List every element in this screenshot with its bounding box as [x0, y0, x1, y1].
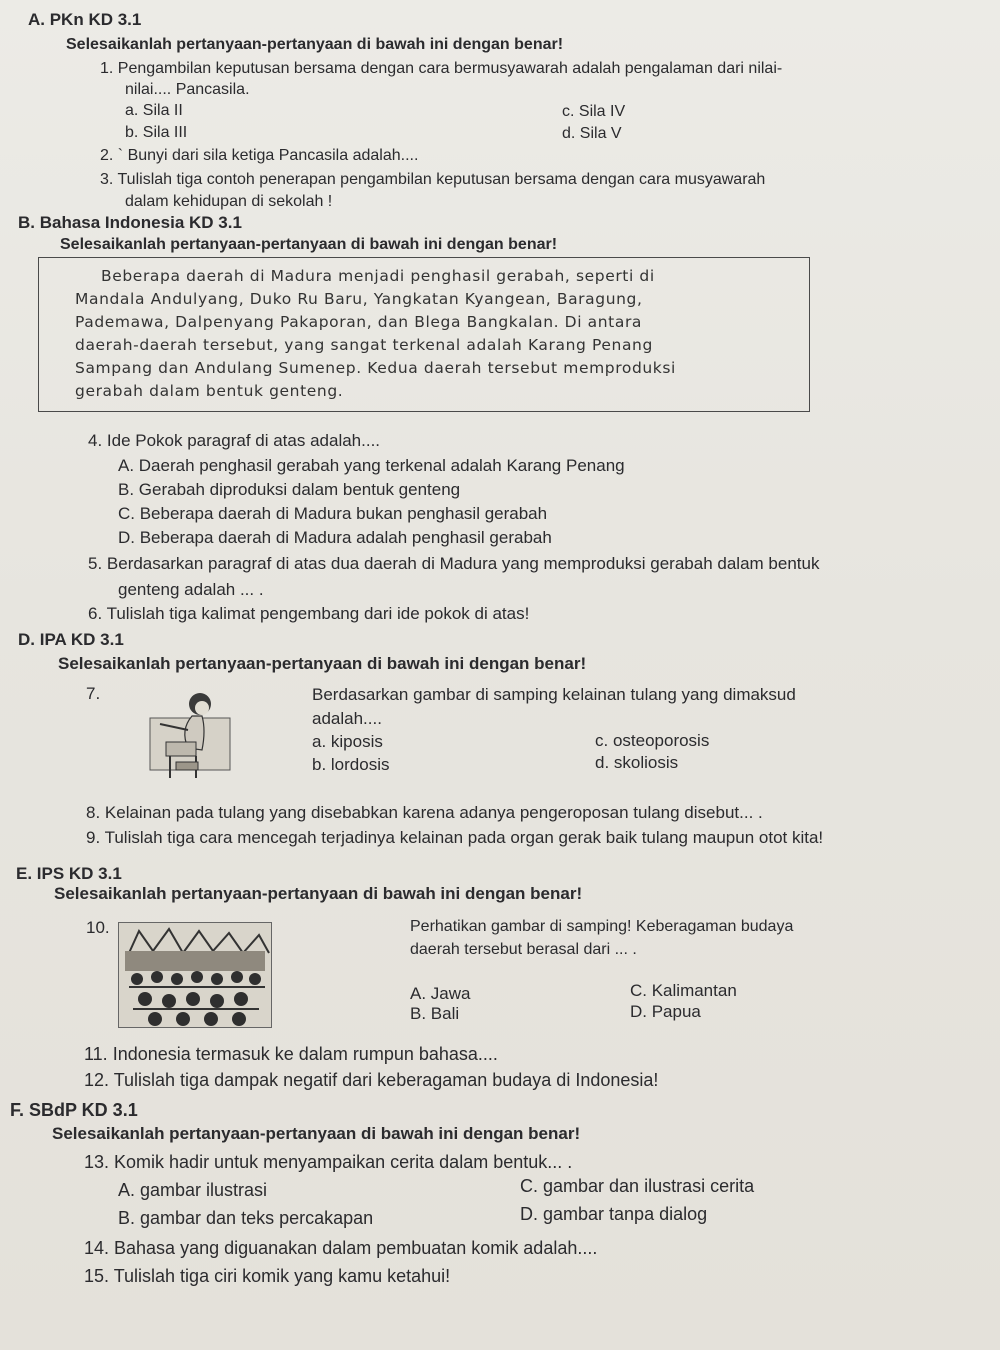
section-f-instruction: Selesaikanlah pertanyaan-pertanyaan di bawah ini dengan benar! — [52, 1124, 581, 1143]
question-4-option-c: C. Beberapa daerah di Madura bukan penghasil gerabah — [118, 504, 548, 523]
question-14: 14. Bahasa yang diguanakan dalam pembuatan komik adalah.... — [84, 1238, 598, 1258]
question-7-option-a: a. kiposis — [312, 732, 383, 751]
question-7-option-d: d. skoliosis — [595, 753, 679, 772]
section-d-instruction: Selesaikanlah pertanyaan-pertanyaan di bawah ini dengan benar! — [58, 654, 587, 673]
question-4-option-a: A. Daerah penghasil gerabah yang terkenal adalah Karang Penang — [118, 456, 625, 475]
section-b-heading: B. Bahasa Indonesia KD 3.1 — [18, 213, 242, 232]
question-3-line-1: 3. Tulislah tiga contoh penerapan pengambilan keputusan bersama dengan cara musyawarah — [100, 171, 766, 188]
question-7-option-c: c. osteoporosis — [595, 731, 710, 750]
dance-group-drawing — [119, 923, 271, 1027]
question-7-line-2: adalah.... — [312, 709, 382, 728]
question-8: 8. Kelainan pada tulang yang disebabkan karena adanya pengeroposan tulang disebut... . — [86, 803, 763, 822]
passage-line: Beberapa daerah di Madura menjadi penghasil gerabah, seperti di — [101, 267, 655, 285]
question-10-number: 10. — [86, 918, 110, 937]
question-1-option-d: d. Sila V — [562, 125, 622, 142]
question-1-line-1: 1. Pengambilan keputusan bersama dengan cara bermusyawarah adalah pengalaman dari nilai- — [100, 60, 783, 77]
question-13-option-b: B. gambar dan teks percakapan — [118, 1208, 374, 1228]
passage-line: gerabah dalam bentuk genteng. — [75, 382, 344, 400]
question-5-line-1: 5. Berdasarkan paragraf di atas dua daerah di Madura yang memproduksi gerabah dalam bentuk — [88, 554, 820, 573]
question-4: 4. Ide Pokok paragraf di atas adalah.... — [88, 431, 381, 450]
section-a-instruction: Selesaikanlah pertanyaan-pertanyaan di bawah ini dengan benar! — [66, 36, 564, 53]
passage-line: Mandala Andulyang, Duko Ru Baru, Yangkatan Kyangean, Baragung, — [75, 290, 643, 308]
section-f-heading: F. SBdP KD 3.1 — [10, 1100, 138, 1120]
question-7-number: 7. — [86, 684, 101, 703]
question-13-option-d: D. gambar tanpa dialog — [520, 1204, 708, 1224]
question-13-option-c: C. gambar dan ilustrasi cerita — [520, 1176, 755, 1196]
question-1-option-c: c. Sila IV — [562, 103, 626, 120]
question-10-line-2: daerah tersebut berasal dari ... . — [410, 941, 637, 958]
question-7-option-b: b. lordosis — [312, 755, 390, 774]
passage-line: Pademawa, Dalpenyang Pakaporan, dan Blega Bangkalan. Di antara — [75, 313, 643, 331]
question-5-line-2: genteng adalah ... . — [118, 580, 264, 599]
question-4-option-d: D. Beberapa daerah di Madura adalah penghasil gerabah — [118, 528, 552, 547]
question-3-line-2: dalam kehidupan di sekolah ! — [125, 193, 333, 210]
question-4-option-b: B. Gerabah diproduksi dalam bentuk genteng — [118, 480, 461, 499]
student-posture-drawing — [140, 690, 236, 782]
question-10-line-1: Perhatikan gambar di samping! Keberagaman budaya — [410, 918, 794, 935]
section-a-heading: A. PKn KD 3.1 — [28, 10, 142, 29]
section-e-instruction: Selesaikanlah pertanyaan-pertanyaan di bawah ini dengan benar! — [54, 884, 583, 903]
section-b-instruction: Selesaikanlah pertanyaan-pertanyaan di bawah ini dengan benar! — [60, 236, 558, 253]
question-12: 12. Tulislah tiga dampak negatif dari keberagaman budaya di Indonesia! — [84, 1070, 659, 1090]
question-11: 11. Indonesia termasuk ke dalam rumpun bahasa.... — [84, 1044, 498, 1064]
question-9: 9. Tulislah tiga cara mencegah terjadinya kelainan pada organ gerak baik tulang maupun otot kita! — [86, 828, 824, 847]
section-d-heading: D. IPA KD 3.1 — [18, 630, 124, 649]
section-e-heading: E. IPS KD 3.1 — [16, 864, 122, 883]
question-10-option-c: C. Kalimantan — [630, 981, 737, 1000]
question-6: 6. Tulislah tiga kalimat pengembang dari ide pokok di atas! — [88, 604, 530, 623]
question-1-line-2: nilai.... Pancasila. — [125, 81, 250, 98]
question-15: 15. Tulislah tiga ciri komik yang kamu ketahui! — [84, 1266, 451, 1286]
question-10-option-a: A. Jawa — [410, 984, 471, 1003]
question-7-line-1: Berdasarkan gambar di samping kelainan tulang yang dimaksud — [312, 685, 796, 704]
passage-line: daerah-daerah tersebut, yang sangat terkenal adalah Karang Penang — [75, 336, 653, 354]
question-13: 13. Komik hadir untuk menyampaikan cerita dalam bentuk... . — [84, 1152, 573, 1172]
cultural-dance-illustration — [118, 922, 272, 1028]
passage-line: Sampang dan Andulang Sumenep. Kedua daerah tersebut memproduksi — [75, 359, 676, 377]
question-1-option-a: a. Sila II — [125, 102, 183, 119]
question-10-option-d: D. Papua — [630, 1002, 701, 1021]
question-2: 2. ` Bunyi dari sila ketiga Pancasila adalah.... — [100, 147, 419, 164]
reading-passage-box — [38, 257, 810, 412]
question-1-option-b: b. Sila III — [125, 124, 188, 141]
question-13-option-a: A. gambar ilustrasi — [118, 1180, 268, 1200]
posture-illustration — [140, 690, 236, 782]
question-10-option-b: B. Bali — [410, 1004, 460, 1023]
